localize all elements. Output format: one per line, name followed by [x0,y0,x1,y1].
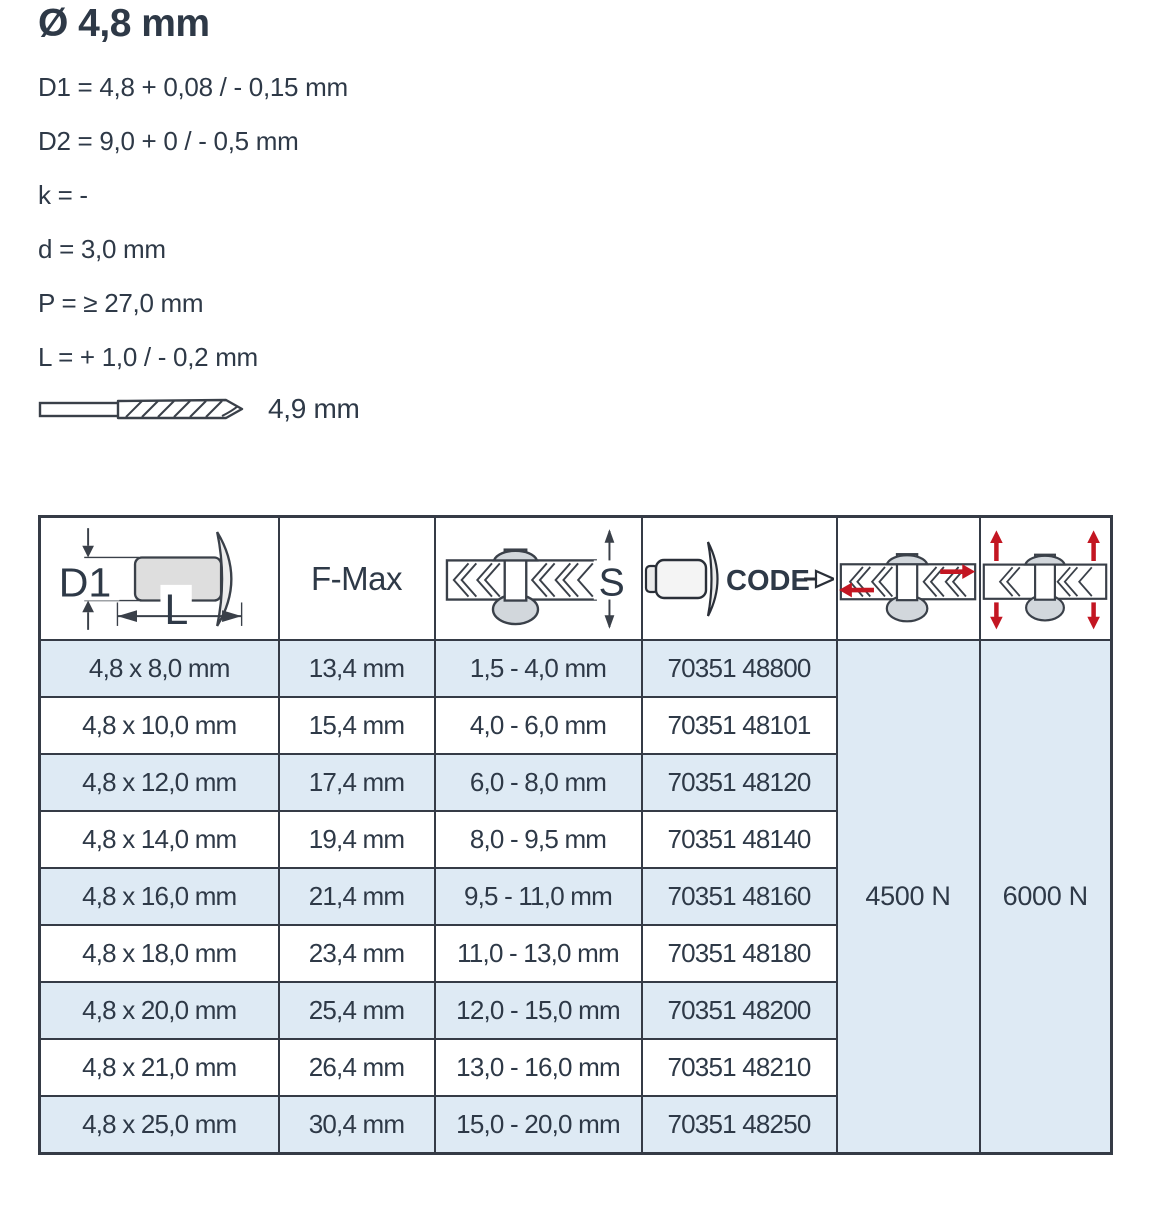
rivet-dimension-icon [49,523,269,635]
header-tensile-strength [980,517,1112,641]
fmax-cell: 15,4 mm [279,697,435,754]
grip-cell: 12,0 - 15,0 mm [435,982,642,1039]
grip-cell: 13,0 - 16,0 mm [435,1039,642,1096]
shear-value-cell: 4500 N [837,640,980,1154]
shear-strength-icon [839,523,977,635]
grip-cell: 1,5 - 4,0 mm [435,640,642,697]
spec-line-d1: D1 = 4,8 + 0,08 / - 0,15 mm [38,72,348,102]
dimension-cell: 4,8 x 8,0 mm [40,640,279,697]
grip-cell: 11,0 - 13,0 mm [435,925,642,982]
dim-d1-label: D1 [59,559,112,606]
dimension-cell: 4,8 x 18,0 mm [40,925,279,982]
dimension-cell: 4,8 x 14,0 mm [40,811,279,868]
drill-diameter-row [38,393,360,425]
tensile-value-cell: 6000 N [980,640,1112,1154]
fmax-cell: 17,4 mm [279,754,435,811]
spec-list [38,60,348,384]
fmax-cell: 21,4 mm [279,868,435,925]
grip-cell: 8,0 - 9,5 mm [435,811,642,868]
code-cell: 70351 48210 [642,1039,837,1096]
header-row [40,517,1112,641]
grip-cell: 15,0 - 20,0 mm [435,1096,642,1154]
tensile-strength-icon [982,523,1108,635]
fmax-cell: 26,4 mm [279,1039,435,1096]
header-shear-strength [837,517,980,641]
grip-s-label: S [598,561,625,605]
grip-cell: 9,5 - 11,0 mm [435,868,642,925]
dimension-cell: 4,8 x 21,0 mm [40,1039,279,1096]
spec-line-l: L = + 1,0 / - 0,2 mm [38,342,258,372]
code-cell: 70351 48180 [642,925,837,982]
dimension-cell: 4,8 x 25,0 mm [40,1096,279,1154]
header-code [642,517,837,641]
rivet-spec-table [38,515,1113,1155]
header-grip-range [435,517,642,641]
code-cell: 70351 48120 [642,754,837,811]
code-label: CODE [726,564,810,597]
dimension-cell: 4,8 x 20,0 mm [40,982,279,1039]
spec-line-k: k = - [38,180,88,210]
code-cell: 70351 48140 [642,811,837,868]
code-cell: 70351 48200 [642,982,837,1039]
fmax-cell: 19,4 mm [279,811,435,868]
header-fmax [279,517,435,641]
spec-line-d: d = 3,0 mm [38,234,166,264]
drill-bit-icon [38,393,248,425]
dim-l-label: L [164,585,189,634]
code-cell: 70351 48160 [642,868,837,925]
table-row [40,640,1112,697]
grip-cell: 4,0 - 6,0 mm [435,697,642,754]
rivet-code-icon [644,536,834,622]
fmax-cell: 23,4 mm [279,925,435,982]
fmax-cell: 25,4 mm [279,982,435,1039]
header-dimensions [40,517,279,641]
drill-diameter-label: 4,9 mm [268,393,360,424]
grip-range-icon [445,524,631,634]
code-cell: 70351 48250 [642,1096,837,1154]
code-cell: 70351 48101 [642,697,837,754]
dimension-cell: 4,8 x 16,0 mm [40,868,279,925]
fmax-label: F-Max [311,559,402,597]
code-cell: 70351 48800 [642,640,837,697]
fmax-cell: 13,4 mm [279,640,435,697]
spec-line-d2: D2 = 9,0 + 0 / - 0,5 mm [38,126,299,156]
grip-cell: 6,0 - 8,0 mm [435,754,642,811]
dimension-cell: 4,8 x 10,0 mm [40,697,279,754]
dimension-cell: 4,8 x 12,0 mm [40,754,279,811]
spec-line-p: P = ≥ 27,0 mm [38,288,204,318]
fmax-cell: 30,4 mm [279,1096,435,1154]
page-title: Ø 4,8 mm [38,2,210,45]
